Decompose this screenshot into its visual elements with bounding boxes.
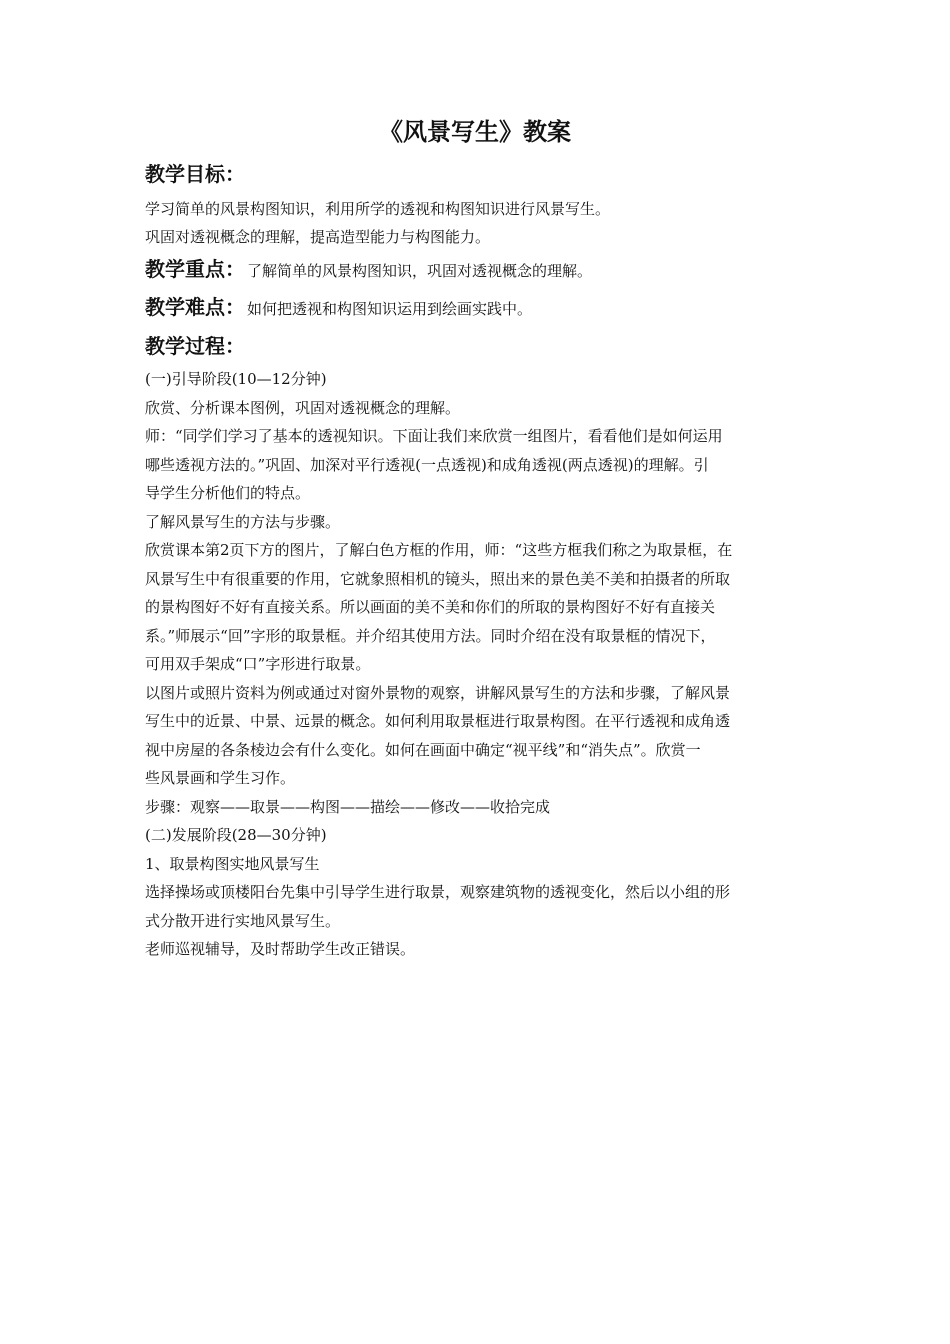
objectives-line-1: 学习简单的风景构图知识，利用所学的透视和构图知识进行风景写生。 [145,200,611,218]
process-line-17: (二)发展阶段(28—30分钟) [145,826,327,844]
difficulties-section [145,294,532,322]
process-line-10: 系。”师展示“回”字形的取景框。并介绍其使用方法。同时介绍在没有取景框的情况下， [145,627,716,645]
process-line-7: 欣赏课本第2页下方的图片，了解白色方框的作用，师：“这些方框我们称之为取景框，在 [145,541,733,559]
process-line-3: 师：“同学们学习了基本的透视知识。下面让我们来欣赏一组图片，看看他们是如何运用 [145,427,723,445]
key-points-text: 了解简单的风景构图知识，巩固对透视概念的理解。 [247,262,593,280]
process-line-9: 的景构图好不好有直接关系。所以画面的美不美和你们的所取的景构图好不好有直接关 [145,598,716,616]
process-line-16: 步骤：观察——取景——构图——描绘——修改——收拾完成 [145,798,551,816]
process-line-14: 视中房屋的各条棱边会有什么变化。如何在画面中确定“视平线”和“消失点”。欣赏一 [145,741,701,759]
objectives-line-2: 巩固对透视概念的理解，提高造型能力与构图能力。 [145,228,491,246]
difficulties-heading: 教学难点： [145,295,245,319]
process-line-20: 式分散开进行实地风景写生。 [145,912,341,930]
objectives-heading: 教学目标： [145,162,245,186]
process-heading: 教学过程： [145,334,245,358]
process-line-11: 可用双手架成“口”字形进行取景。 [145,655,371,673]
process-line-12: 以图片或照片资料为例或通过对窗外景物的观察，讲解风景写生的方法和步骤，了解风景 [145,684,731,702]
document-title: 《风景写生》教案 [379,118,571,146]
process-line-21: 老师巡视辅导，及时帮助学生改正错误。 [145,940,416,958]
difficulties-text: 如何把透视和构图知识运用到绘画实践中。 [247,300,533,318]
process-line-8: 风景写生中有很重要的作用，它就象照相机的镜头，照出来的景色美不美和拍摄者的所取 [145,570,731,588]
process-line-6: 了解风景写生的方法与步骤。 [145,513,341,531]
process-line-18: 1、取景构图实地风景写生 [145,855,320,873]
process-line-19: 选择操场或顶楼阳台先集中引导学生进行取景，观察建筑物的透视变化，然后以小组的形 [145,883,731,901]
key-points-section [145,256,592,284]
process-line-2: 欣赏、分析课本图例，巩固对透视概念的理解。 [145,399,461,417]
key-points-heading: 教学重点： [145,257,245,281]
process-line-13: 写生中的近景、中景、远景的概念。如何利用取景框进行取景构图。在平行透视和成角透 [145,712,731,730]
process-line-1: (一)引导阶段(10—12分钟) [145,370,327,388]
process-line-5: 导学生分析他们的特点。 [145,484,311,502]
process-line-4: 哪些透视方法的。”巩固、加深对平行透视(一点透视)和成角透视(两点透视)的理解。引 [145,456,709,474]
process-line-15: 些风景画和学生习作。 [145,769,296,787]
